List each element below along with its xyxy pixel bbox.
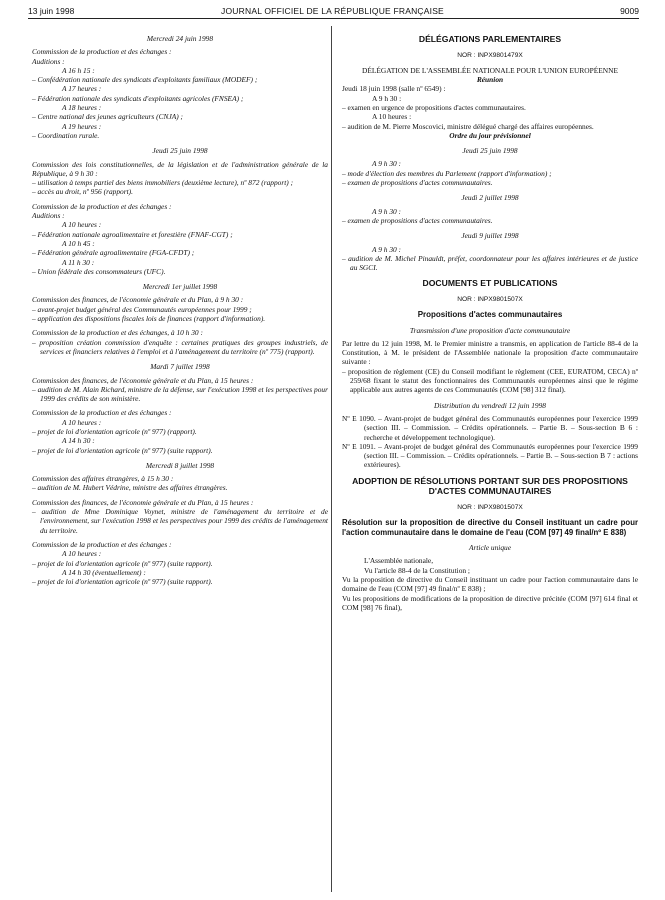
right-paragraph: Nº E 1090. – Avant-projet de budget général des Communautés européennes pour l'exercice 1999 (section III. – Commission. – Crédits opérationnels. – Partie B. – Sous-section B 6 : recherche et développement technologique).	[342, 413, 638, 442]
left-paragraph: – proposition création commission d'enquête : certaines pratiques des groupes industriels, de services et financiers relatives à l'emploi et à l'aménagement du territoire (nº 775) (rapport).	[32, 337, 328, 356]
right-paragraph: DÉLÉGATION DE L'ASSEMBLÉE NATIONALE POUR L'UNION EUROPÉENNE	[362, 65, 618, 75]
left-paragraph: – Confédération nationale des syndicats d'exploitants familiaux (MODEF) ;	[32, 75, 258, 85]
left-paragraph: A 14 h 30 :	[62, 436, 95, 446]
right-paragraph: – examen en urgence de propositions d'actes communautaires.	[342, 102, 526, 112]
right-paragraph: Article unique	[468, 543, 512, 553]
left-paragraph: A 17 heures :	[62, 84, 102, 94]
column-divider	[331, 26, 332, 892]
left-paragraph: Mercredi 24 juin 1998	[146, 34, 214, 43]
left-paragraph: Commission de la production et des échanges, à 10 h 30 :	[32, 328, 203, 338]
right-paragraph: Vu la proposition de directive du Conseil instituant un cadre pour l'action communautaire dans le domaine de l'eau (COM [97] 49 final/nº E 838) ;	[342, 575, 638, 594]
right-paragraph: Propositions d'actes communautaires	[417, 310, 563, 320]
left-column	[32, 28, 328, 586]
left-paragraph: Commission des finances, de l'économie générale et du Plan, à 9 h 30 :	[32, 295, 244, 305]
right-paragraph: NOR : INPX9801479X	[457, 51, 523, 59]
page-number: 9009	[620, 6, 639, 16]
right-paragraph: – mode d'élection des membres du Parlement (rapport d'information) ;	[342, 168, 552, 178]
right-paragraph: Résolution sur la proposition de directive du Conseil instituant un cadre pour l'action communautaire dans le domaine de l'eau (COM [97] 49 final/nº E 838)	[342, 517, 638, 537]
left-paragraph: Auditions :	[32, 56, 65, 66]
right-paragraph: Vu les propositions de modifications de la proposition de directive précitée (COM [97] 614 final et COM [98] 76 final),	[342, 593, 638, 612]
left-paragraph: Commission des finances, de l'économie générale et du Plan, à 15 heures :	[32, 375, 254, 385]
left-paragraph: – application des dispositions fiscales lois de finances (rapport d'information).	[32, 314, 266, 324]
right-paragraph: – examen de propositions d'actes communautaires.	[342, 178, 493, 188]
right-paragraph: A 9 h 30 :	[372, 93, 402, 103]
right-paragraph: – examen de propositions d'actes communautaires.	[342, 215, 493, 225]
header-rule	[28, 18, 639, 19]
left-paragraph: – accès au droit, nº 956 (rapport).	[32, 187, 133, 197]
right-paragraph: Nº E 1091. – Avant-projet de budget général des Communautés européennes pour l'exercice 1999 (section III. – Commission. – Crédits opérationnels. – Partie B. – Sous-section B 7 : actions extérieures).	[342, 441, 638, 470]
right-paragraph: Vu l'article 88-4 de la Constitution ;	[364, 565, 470, 575]
journal-title: JOURNAL OFFICIEL DE LA RÉPUBLIQUE FRANÇAISE	[221, 6, 444, 16]
right-paragraph: NOR : INPX9801507X	[457, 295, 523, 303]
left-paragraph: Commission de la production et des échanges :	[32, 408, 172, 418]
left-paragraph: A 14 h 30 (éventuellement) :	[62, 567, 146, 577]
left-paragraph: A 18 heures :	[62, 103, 102, 113]
left-paragraph: Auditions :	[32, 211, 65, 221]
left-paragraph: A 10 heures :	[62, 220, 102, 230]
left-paragraph: A 16 h 15 :	[62, 65, 95, 75]
right-paragraph: DÉLÉGATIONS PARLEMENTAIRES	[418, 34, 562, 44]
left-paragraph: – projet de loi d'orientation agricole (nº 977) (suite rapport).	[32, 558, 213, 568]
left-paragraph: – audition de M. Alain Richard, ministre de la défense, sur l'exécution 1998 et les perspectives pour 1999 des crédits de son ministère.	[32, 384, 328, 404]
right-column	[342, 28, 638, 612]
left-paragraph: – Fédération nationale agroalimentaire et forestière (FNAF-CGT) ;	[32, 229, 233, 239]
left-paragraph: Mardi 7 juillet 1998	[150, 362, 210, 372]
right-paragraph: L'Assemblée nationale,	[364, 556, 434, 566]
left-paragraph: Commission des lois constitutionnelles, de la législation et de l'administration générale de la République, à 9 h 30 :	[32, 159, 328, 178]
left-paragraph: Mercredi 8 juillet 1998	[145, 460, 215, 470]
left-paragraph: – audition de M. Hubert Védrine, ministre des affaires étrangères.	[32, 483, 228, 493]
left-paragraph: – projet de loi d'orientation agricole (nº 977) (rapport).	[32, 426, 197, 436]
left-paragraph: – avant-projet budget général des Communautés européennes pour 1999 ;	[32, 304, 252, 314]
header-date: 13 juin 1998	[28, 6, 75, 16]
left-paragraph: – Centre national des jeunes agriculteurs (CNJA) ;	[32, 112, 184, 122]
left-paragraph: Commission de la production et des échanges :	[32, 47, 172, 57]
left-paragraph: Commission de la production et des échanges :	[32, 539, 172, 549]
left-paragraph: Commission des finances, de l'économie générale et du Plan, à 15 heures :	[32, 497, 254, 507]
left-paragraph: – utilisation à temps partiel des biens immobiliers (deuxième lecture), nº 872 (rapport) ;	[32, 178, 294, 188]
right-paragraph: – audition de M. Michel Pinauldt, préfet, coordonnateur pour les affaires intérieures et de justice au SGCI.	[342, 253, 638, 273]
left-paragraph: – Coordination rurale.	[32, 130, 100, 140]
right-paragraph: Transmission d'une proposition d'acte communautaire	[409, 325, 571, 335]
right-paragraph: Jeudi 2 juillet 1998	[461, 193, 519, 203]
right-paragraph: A 10 heures :	[372, 112, 412, 122]
right-paragraph: Ordre du jour prévisionnel	[449, 130, 531, 140]
left-paragraph: – Union fédérale des consommateurs (UFC).	[32, 266, 166, 276]
left-paragraph: A 10 h 45 :	[62, 238, 95, 248]
right-paragraph: A 9 h 30 :	[372, 244, 402, 254]
right-paragraph: Par lettre du 12 juin 1998, M. le Premier ministre a transmis, en application de l'article 88-4 de la Constitution, à M. le président de l'Assemblée nationale la proposition d'acte communautaire suivante :	[342, 338, 638, 367]
left-paragraph: A 10 heures :	[62, 417, 102, 427]
left-paragraph: A 11 h 30 :	[62, 257, 95, 267]
left-paragraph: – audition de Mme Dominique Voynet, ministre de l'aménagement du territoire et de l'environnement, sur l'exécution 1998 et les perspectives pour 1999 des crédits de l'aménagement du territoire.	[32, 507, 328, 535]
left-paragraph: – Fédération nationale des syndicats d'exploitants agricoles (FNSEA) ;	[32, 93, 244, 103]
left-paragraph: Commission de la production et des échanges :	[32, 201, 172, 211]
right-paragraph: – audition de M. Pierre Moscovici, ministre délégué chargé des affaires européennes.	[342, 121, 594, 131]
right-paragraph: Jeudi 9 juillet 1998	[461, 231, 519, 241]
left-paragraph: – Fédération générale agroalimentaire (FGA-CFDT) ;	[32, 248, 195, 258]
left-paragraph: A 19 heures :	[62, 121, 102, 131]
right-paragraph: A 9 h 30 :	[372, 159, 402, 169]
left-paragraph: – projet de loi d'orientation agricole (nº 977) (suite rapport).	[32, 577, 213, 587]
right-paragraph: – proposition de règlement (CE) du Conseil modifiant le règlement (CEE, EURATOM, CECA) nº 259/68 fixant le statut des fonctionnaires des Communautés européennes ainsi que le régime applicable aux autres agents de ces Communautés (COM [98] 312 final).	[342, 366, 638, 395]
right-paragraph: Jeudi 25 juin 1998	[462, 146, 518, 156]
left-paragraph: Commission des affaires étrangères, à 15 h 30 :	[32, 474, 174, 484]
right-paragraph: Jeudi 18 juin 1998 (salle nº 6549) :	[342, 84, 446, 94]
right-paragraph: Distribution du vendredi 12 juin 1998	[433, 400, 547, 410]
right-paragraph: ADOPTION DE RÉSOLUTIONS PORTANT SUR DES PROPOSITIONS D'ACTES COMMUNAUTAIRES	[352, 475, 628, 497]
left-paragraph: A 10 heures :	[62, 549, 102, 559]
right-paragraph: A 9 h 30 :	[372, 206, 402, 216]
left-paragraph: – projet de loi d'orientation agricole (nº 977) (suite rapport).	[32, 445, 213, 455]
right-paragraph: DOCUMENTS ET PUBLICATIONS	[422, 278, 558, 289]
left-paragraph: Jeudi 25 juin 1998	[152, 146, 208, 156]
left-paragraph: Mercredi 1er juillet 1998	[142, 282, 218, 292]
right-paragraph: Réunion	[476, 75, 504, 85]
right-paragraph: NOR : INPX9801507X	[457, 503, 523, 511]
